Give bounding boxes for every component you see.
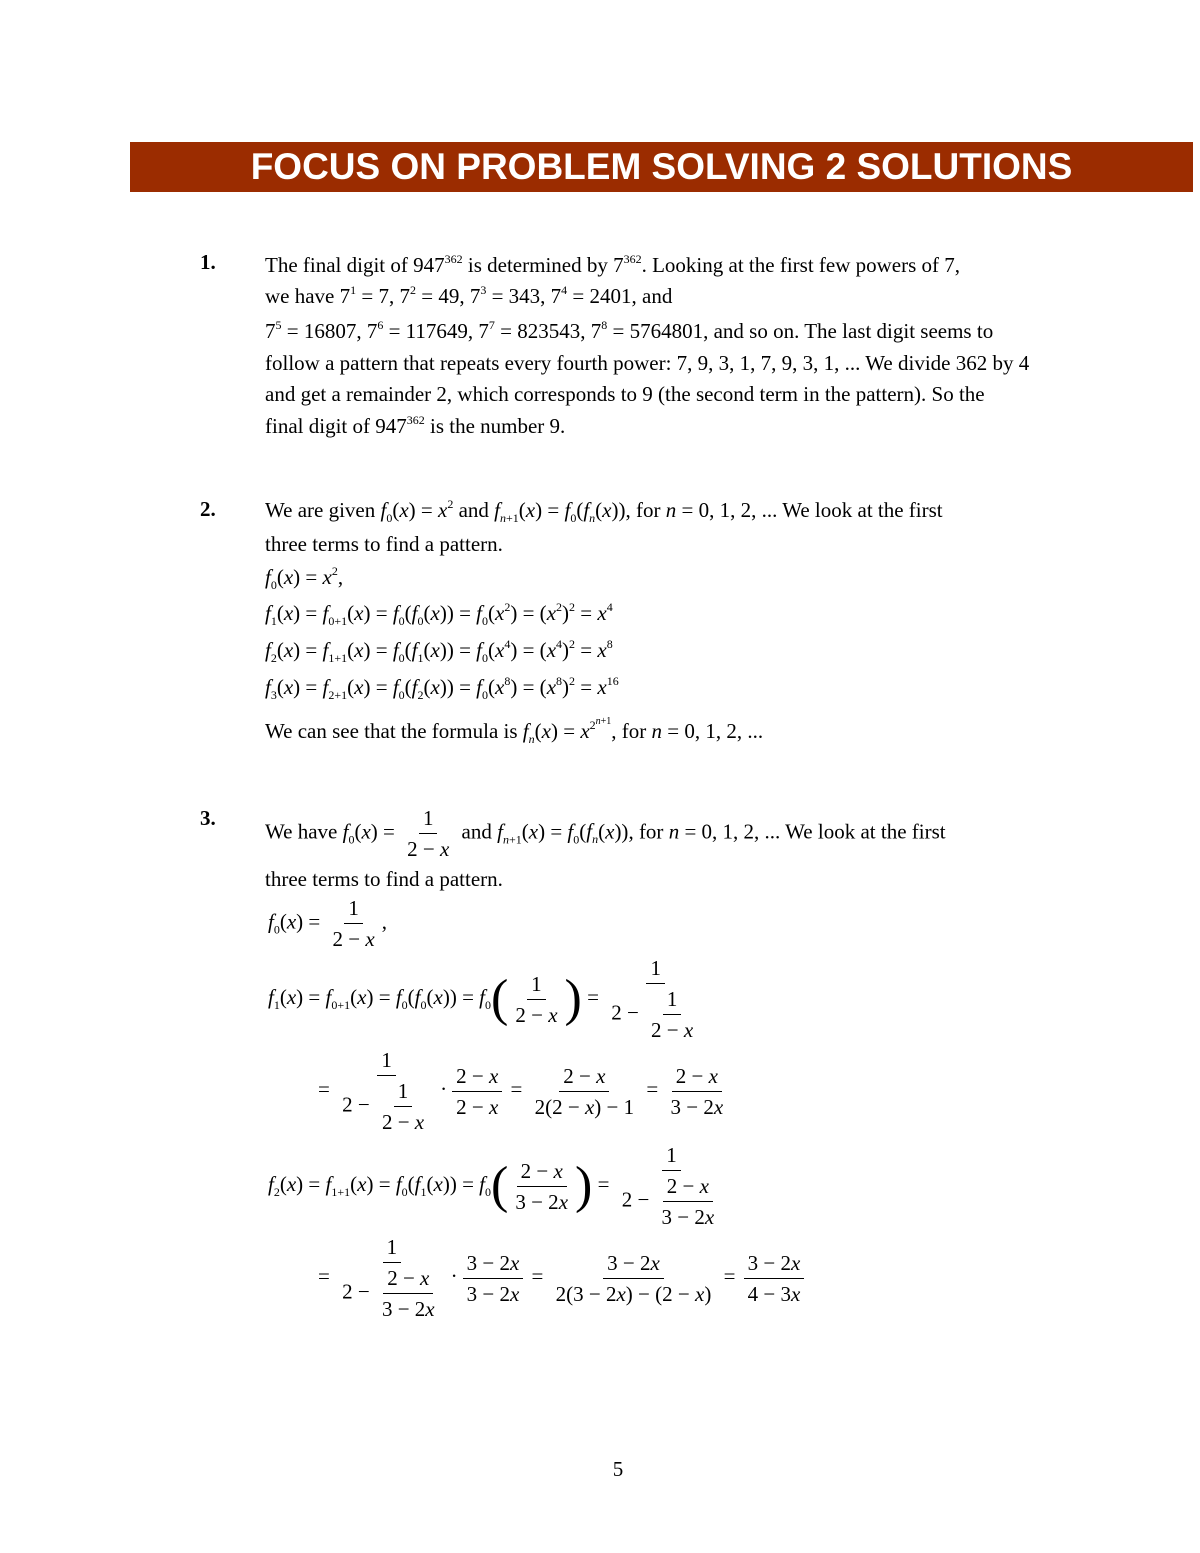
problem-3-intro: We have $f_0(x)$ = $\frac{1}{2 - x}$ and $f_{n+1}(x) = f_0(f_n(x))$, for n = 0, 1, 2, ... We look at the first	[265, 803, 946, 864]
problem-2-line-2: three terms to find a pattern.	[265, 532, 503, 556]
problem-1-line-3: $7^5 = 16807$, $7^6 = 117649$, $7^7 = 823543$, $7^8 = 5764801$, and so on. The last digit seems to	[265, 318, 994, 343]
page-title: FOCUS ON PROBLEM SOLVING 2 SOLUTIONS	[250, 146, 1073, 187]
problem-1-line-1: The final digit of $947^{362}$ is determined by $7^{362}$. Looking at the first few powers of 7,	[265, 252, 961, 277]
section-banner	[130, 142, 1193, 192]
equation-f1: $f_1(x) = f_{0+1}(x) = f_0(f_0(x)) = f_0(x^2) = (x^2)^2 = x^4$	[265, 600, 613, 628]
problem-2-conclusion: We can see that the formula is $f_n(x) = x^{2^{n+1}}$, for n = 0, 1, 2, ...	[265, 716, 764, 746]
problem-1-line-6: final digit of $947^{362}$ is the number 9.	[265, 413, 566, 438]
equation-f3: $f_3(x) = f_{2+1}(x) = f_0(f_2(x)) = f_0(x^8) = (x^8)^2 = x^{16}$	[265, 674, 619, 702]
equation-3-f0: $f_0(x)$ = $\frac{1}{2 - x}$ ,	[268, 893, 387, 954]
equation-3-f1: $f_1(x) = f_{0+1}(x) = f_0(f_0(x)) = f_0$( $\frac{1}{2 - x}$ ) = 1 2 − $\frac{1}{2 - x}$	[268, 953, 707, 1045]
problem-number: 1.	[200, 250, 216, 274]
problem-number: 2.	[200, 497, 216, 521]
equation-f2: $f_2(x) = f_{1+1}(x) = f_0(f_1(x)) = f_0(x^4) = (x^4)^2 = x^8$	[265, 637, 613, 665]
equation-3-f2-simplified: = 1 2 − $\frac{2 - x}{3 - 2x}$ · $\frac{3 - 2x}{3 - 2x}$ = $\frac{3 - 2x}{2(3 - 2x) - (2 - x)}$ = $\frac{3 - 2x}{4 - 3x}$	[318, 1232, 807, 1324]
problem-3-line-2: three terms to find a pattern.	[265, 867, 503, 891]
problem-number: 3.	[200, 806, 216, 830]
problem-2-intro: We are given $f_0(x) = x^2$ and $f_{n+1}(x) = f_0(f_n(x))$, for n = 0, 1, 2, ... We look at the first	[265, 497, 943, 525]
equation-f0: $f_0(x) = x^2$,	[265, 564, 344, 592]
equation-3-f2: $f_2(x) = f_{1+1}(x) = f_0(f_1(x)) = f_0$( $\frac{2 - x}{3 - 2x}$ ) = 1 2 − $\frac{2 - x}{3 - 2x}$	[268, 1140, 728, 1232]
problem-1-line-4: follow a pattern that repeats every fourth power: 7, 9, 3, 1, 7, 9, 3, 1, ... We divide 362 by 4	[265, 351, 1030, 375]
problem-1-line-5: and get a remainder 2, which corresponds to 9 (the second term in the pattern). So the	[265, 382, 985, 406]
problem-1-line-2: we have $7^1 = 7$, $7^2 = 49$, $7^3 = 343$, $7^4 = 2401$, and	[265, 283, 673, 308]
equation-3-f1-simplified: = 1 2 − $\frac{1}{2 - x}$ · $\frac{2 - x}{2 - x}$ = $\frac{2 - x}{2(2 - x) - 1}$ = $\frac{2 - x}{3 - 2x}$	[318, 1045, 730, 1137]
page-number: 5	[612, 1457, 624, 1481]
